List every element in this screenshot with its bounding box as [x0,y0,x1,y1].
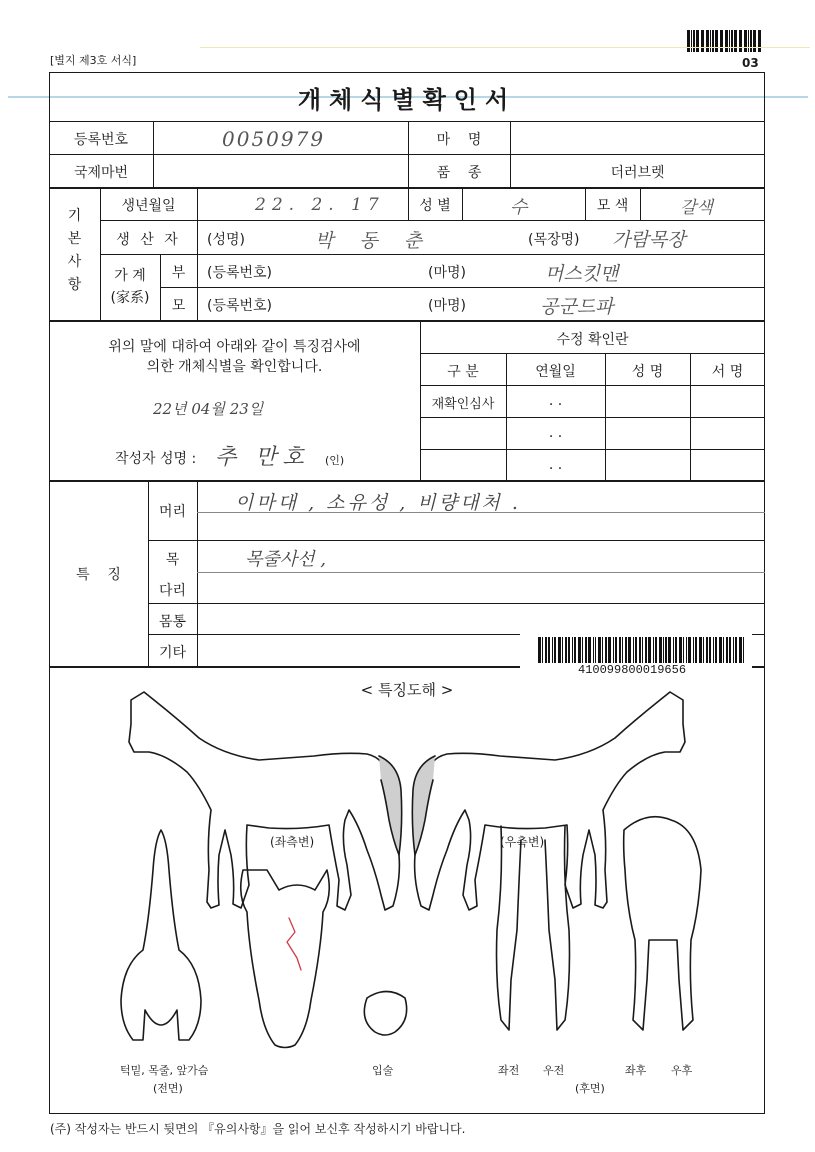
barcode-bar [619,637,622,663]
revision-header-type: 구 분 [447,364,479,380]
barcode-bar [750,30,752,52]
barcode-bar [744,30,747,52]
family-label: 가 계 (家系) [110,268,150,306]
lip-label: 입술 [372,1064,394,1077]
barcode-bar [562,637,563,663]
feature-label-body: 몸통 [158,614,187,630]
barcode-bar [595,637,597,663]
barcode-bar [665,637,667,663]
barcode-bar [585,637,587,663]
barcode-bar [648,637,651,663]
dam-name-label: (마명) [428,298,466,314]
barcode-bar [683,637,684,663]
revision-row-3-date: . . [548,457,563,473]
divider [197,187,198,320]
color-value: 갈색 [680,198,713,218]
sticker-barcode [538,637,746,663]
sire-name-value: 머스킷맨 [545,263,619,285]
divider [640,187,641,220]
barcode-bar [759,30,761,52]
producer-name-label: (성명) [207,232,245,248]
barcode-bar [635,637,637,663]
front-neck-view [121,830,201,1040]
breed-value: 더러브렛 [610,165,665,181]
barcode-bar [709,637,712,663]
barcode-bar [625,637,627,663]
divider [49,320,765,322]
divider [197,480,198,666]
barcode-bar [734,30,737,52]
barcode-bar [548,637,551,663]
divider [420,417,765,418]
feature-label-neck: 목 [165,552,180,568]
revision-row-1-type: 재확인심사 [431,397,495,412]
dam-name-value: 공군드파 [540,296,614,318]
barcode-bar [715,30,718,52]
horse-name-label: 마 명 [436,132,482,148]
barcode-bar [588,637,591,663]
barcode-bar [659,637,662,663]
barcode-bar [622,637,623,663]
barcode-bar [565,637,567,663]
barcode-bar [729,30,730,52]
feature-value-neck: 목줄사선 , [245,549,326,570]
barcode-bar [578,637,581,663]
divider [100,254,765,255]
divider [148,540,765,541]
barcode-bar [655,637,657,663]
barcode-bar [552,637,553,663]
sire-label: 부 [171,265,186,281]
form-label: [별지 제3호 서식] [50,54,137,67]
divider [100,220,765,221]
revision-row-1-date: . . [548,393,563,409]
statement-line-2: 의한 개체식별을 확인합니다. [146,359,323,375]
barcode-bar [758,30,759,52]
barcode-bar [582,637,583,663]
barcode-bar [688,637,691,663]
feature-label-head: 머리 [158,504,187,520]
horse-diagrams [49,680,765,1110]
basic-section-label: 기 본 사 항 [67,208,82,293]
reg-no-label: 등록번호 [73,132,129,148]
divider [49,187,765,189]
barcode-bar [615,637,617,663]
reg-no-value: 0050979 [222,127,326,151]
barcode-bar [739,637,742,663]
barcode-bar [701,30,702,52]
right-fore-label: 우전 [543,1064,565,1077]
barcode-bar [653,637,654,663]
barcode-bar [554,637,556,663]
barcode-bar [558,637,561,663]
page-number: 03 [742,56,759,70]
barcode-bar [729,637,732,663]
barcode-bar [572,637,573,663]
intl-no-label: 국제마번 [73,165,129,181]
confirm-date: 22년 04월 23일 [153,400,264,418]
sire-reg-label: (등록번호) [207,265,273,281]
barcode-bar [642,637,643,663]
barcode-bar [538,637,541,663]
birth-label: 생년월일 [121,198,176,214]
barcode-bar [743,637,744,663]
divider [153,121,154,187]
barcode-bar [715,637,717,663]
barcode-bar [686,637,688,663]
barcode-bar [673,637,674,663]
producer-label: 생 산 자 [116,232,181,248]
left-side-label: (좌측변) [270,835,315,849]
writer-value: 추 만호 [215,445,310,470]
producer-name-value: 박 동 춘 [315,230,433,252]
ranch-label: (목장명) [528,232,580,248]
dam-reg-label: (등록번호) [207,298,273,314]
divider [49,480,765,482]
barcode-bar [613,637,614,663]
barcode-bar [545,637,547,663]
color-label: 모 색 [596,198,629,214]
barcode-bar [608,637,611,663]
dam-label: 모 [171,298,186,314]
divider [49,154,765,155]
barcode-bar [574,637,576,663]
divider [148,603,765,604]
barcode-bar [748,30,749,52]
barcode-bar [739,30,740,52]
barcode-bar [753,30,756,52]
barcode-bar [568,637,571,663]
barcode-bar [740,30,742,52]
front-parts-label: 턱밑, 목줄, 앞가슴 [120,1064,209,1077]
sex-label: 성 별 [419,198,451,214]
barcode-bar [675,637,677,663]
left-hind-label: 좌후 [625,1064,647,1077]
sex-value: 수 [510,197,528,218]
divider [160,287,765,288]
left-horse-tail [379,756,402,855]
barcode-bar [695,637,697,663]
barcode-number: 410099800019656 [578,663,687,677]
diagram-title: < 특징도해 > [360,681,454,699]
barcode-bar [703,637,704,663]
page-title: 개체식별확인서 [297,86,517,114]
barcode-bar [602,637,603,663]
writer-label: 작성자 성명 : [115,451,197,467]
front-view-label: (전면) [153,1082,183,1095]
barcode-bar [731,30,733,52]
rear-view-label: (후면) [575,1082,605,1095]
right-side-label: (우측변) [500,835,545,849]
left-fore-label: 좌전 [498,1064,520,1077]
divider [49,121,765,122]
barcode-bar [633,637,634,663]
footnote: (주) 작성자는 반드시 뒷면의 『유의사항』을 읽어 보신후 작성하시기 바랍니다. [50,1122,466,1136]
barcode-bar [679,637,682,663]
barcode-bar [733,637,734,663]
feature-value-head: 이마대 , 소유성 , 비량대처 . [235,492,521,514]
statement-line-1: 위의 말에 대하여 아래와 같이 특징검사에 [108,339,361,355]
right-hind-label: 우후 [671,1064,693,1077]
barcode-bar [605,637,607,663]
barcode-bar [720,30,721,52]
divider [197,572,765,573]
barcode-bar [706,637,708,663]
barcode-bar [721,30,723,52]
barcode-bar [687,30,690,52]
divider [462,187,463,220]
head-marking [287,918,301,970]
head-front-view [241,870,330,1048]
barcode-bar [702,30,704,52]
barcode-bar [542,637,543,663]
revision-title: 수정 확인란 [556,332,629,348]
barcode-bar [710,30,711,52]
front-legs-view [497,826,570,1030]
barcode-bar [699,637,702,663]
barcode-bar [712,30,714,52]
barcode-bar [693,637,694,663]
barcode-bar [723,637,724,663]
scan-line-2 [200,47,810,48]
barcode-bar [691,30,692,52]
lip-view [364,992,406,1036]
barcode-bar [725,30,728,52]
barcode-bar [639,637,642,663]
breed-label: 품 종 [436,165,482,181]
ranch-value: 가람목장 [612,229,686,251]
barcode-bar [593,637,594,663]
divider [420,353,765,354]
barcode-bar [706,30,709,52]
barcode-bar [668,637,671,663]
birth-value: 22. 2. 17 [255,195,385,215]
barcode-bar [645,637,647,663]
right-horse-tail [412,756,435,855]
rear-view [624,817,701,1030]
divider [420,385,765,386]
revision-header-date: 연월일 [535,364,576,380]
revision-row-2-date: . . [548,425,563,441]
divider [420,449,765,450]
barcode-bar [719,637,722,663]
revision-header-sign: 서 명 [711,364,744,380]
writer-seal: (인) [325,454,345,467]
top-barcode [687,30,763,52]
features-section-label: 특 징 [76,567,121,583]
barcode-bar [726,637,728,663]
barcode-bar [598,637,601,663]
barcode-bar [735,637,737,663]
barcode-bar [696,30,699,52]
feature-label-other: 기타 [158,645,187,661]
barcode-bar [628,637,631,663]
right-side-horse [415,692,685,910]
sire-name-label: (마명) [428,265,466,281]
barcode-bar [663,637,664,663]
barcode-bar [693,30,695,52]
feature-label-legs: 다리 [158,583,187,599]
barcode-bar [713,637,714,663]
revision-header-name: 성 명 [631,364,664,380]
